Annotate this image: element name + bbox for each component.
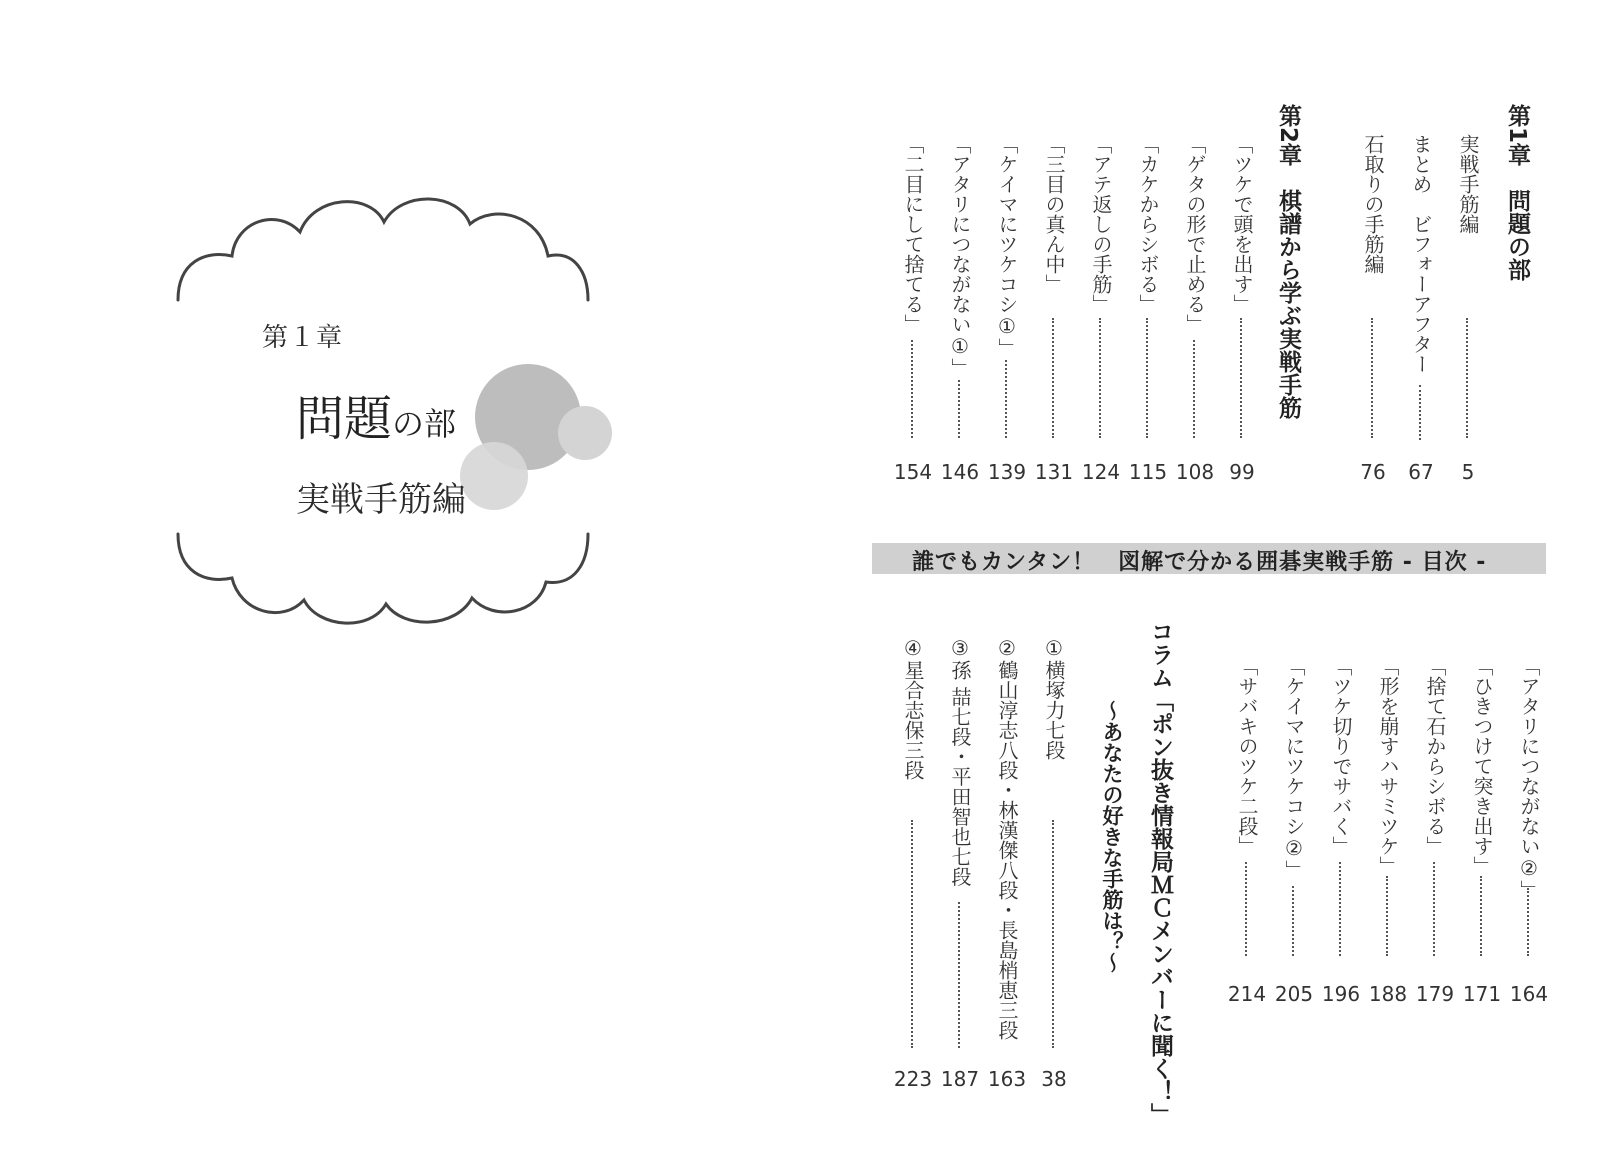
toc-leader-dots	[911, 820, 917, 1048]
toc-header-title: 誰でもカンタン！ 図解で分かる囲碁実戦手筋 - 目次 -	[912, 550, 1487, 575]
toc-page-number: 5	[1461, 460, 1475, 484]
decor-circle-medium	[460, 442, 528, 510]
toc-leader-dots	[1099, 318, 1105, 438]
toc-entry-title: 「ゲタの形で止める」	[1183, 134, 1207, 334]
chapter-title-main: 問題	[296, 391, 393, 447]
toc-leader-dots	[1371, 318, 1377, 438]
toc-entry-title: まとめ ビフォーアフター	[1409, 134, 1433, 374]
toc-page-number: 131	[1034, 460, 1074, 484]
toc-page-number: 214	[1227, 982, 1267, 1006]
toc-page-number: 139	[987, 460, 1027, 484]
toc-leader-dots	[1433, 862, 1439, 956]
toc-leader-dots	[1480, 876, 1486, 956]
toc-entry-title: 「ケイマにツケコシ②」	[1282, 656, 1306, 880]
toc-leader-dots	[1005, 360, 1011, 438]
toc-leader-dots	[1292, 886, 1298, 956]
toc-leader-dots	[1146, 318, 1152, 438]
toc-entry-title: 「形を崩すハサミツケ」	[1376, 656, 1400, 876]
decor-circle-small	[558, 406, 612, 460]
toc-leader-dots	[1466, 318, 1472, 438]
toc-entry-title: ②鶴山淳志八段・林漢傑八段・長島梢恵三段	[995, 636, 1019, 1040]
toc-page-number: 179	[1415, 982, 1455, 1006]
toc-column-subheading: ～あなたの好きな手筋は？～	[1100, 700, 1124, 973]
toc-page-number: 164	[1509, 982, 1549, 1006]
toc-page-number: 99	[1229, 460, 1255, 484]
toc-entry-title: 「ツケで頭を出す」	[1230, 134, 1254, 314]
toc-entry-title: 「カケからシボる」	[1136, 134, 1160, 314]
toc-leader-dots	[1052, 318, 1058, 438]
toc-page-number: 67	[1408, 460, 1434, 484]
toc-leader-dots	[958, 902, 964, 1048]
toc-page-number: 196	[1321, 982, 1361, 1006]
toc-leader-dots	[1052, 820, 1058, 1048]
toc-entry-title: 「捨て石からシボる」	[1423, 656, 1447, 856]
toc-entry-title: 「ツケ切りでサバく」	[1329, 656, 1353, 856]
toc-leader-dots	[1240, 318, 1246, 438]
toc-page-number: 223	[893, 1067, 933, 1091]
toc-page-number: 146	[940, 460, 980, 484]
chapter-label: 第１章	[262, 323, 344, 353]
toc-entry-title: 「ケイマにツケコシ①」	[995, 134, 1019, 358]
chapter-subtitle: 実戦手筋編	[296, 480, 466, 520]
toc-page-number: 187	[940, 1067, 980, 1091]
toc-page-number: 163	[987, 1067, 1027, 1091]
toc-leader-dots	[911, 340, 917, 438]
toc-leader-dots	[1339, 862, 1345, 956]
toc-entry-title: 石取りの手筋編	[1361, 134, 1385, 274]
toc-page-number: 108	[1175, 460, 1215, 484]
toc-entry-title: 「二目にして捨てる」	[901, 134, 925, 334]
toc-page-number: 171	[1462, 982, 1502, 1006]
toc-page-number: 115	[1128, 460, 1168, 484]
toc-entry-title: 「三目の真ん中」	[1042, 134, 1066, 294]
toc-page-number: 124	[1081, 460, 1121, 484]
toc-entry-title: ④星合志保三段	[901, 636, 925, 780]
toc-entry-title: 「アタリにつながない①」	[948, 134, 972, 378]
toc-leader-dots	[958, 380, 964, 438]
toc-column-heading: コラム「ポン抜き情報局ＭＣメンバーに聞く！」	[1147, 620, 1173, 1126]
toc-entry-title: 「ひきつけて突き出す」	[1470, 656, 1494, 876]
chapter-title	[296, 380, 456, 449]
toc-ch1-heading: 第1章 問題の部	[1504, 104, 1530, 282]
toc-entry-title: 「アテ返しの手筋」	[1089, 134, 1113, 314]
toc-leader-dots	[1245, 862, 1251, 956]
toc-entry-title: 「サバキのツケ二段」	[1235, 656, 1259, 856]
toc-ch2-heading: 第2章 棋譜から学ぶ実戦手筋	[1275, 104, 1301, 420]
toc-entry-title: 実戦手筋編	[1456, 134, 1480, 234]
toc-page-number: 154	[893, 460, 933, 484]
toc-leader-dots	[1386, 876, 1392, 956]
toc-page-number: 205	[1274, 982, 1314, 1006]
toc-entry-title: ①横塚力七段	[1042, 636, 1066, 760]
toc-page-number: 38	[1041, 1067, 1067, 1091]
toc-entry-title: ③孫 喆七段・平田智也七段	[948, 636, 972, 887]
toc-page-number: 76	[1360, 460, 1386, 484]
toc-leader-dots	[1419, 385, 1425, 440]
toc-leader-dots	[1193, 340, 1199, 438]
toc-page-number: 188	[1368, 982, 1408, 1006]
chapter-title-particle: の部	[392, 405, 457, 443]
toc-leader-dots	[1527, 888, 1533, 956]
toc-entry-title: 「アタリにつながない②」	[1517, 656, 1541, 900]
